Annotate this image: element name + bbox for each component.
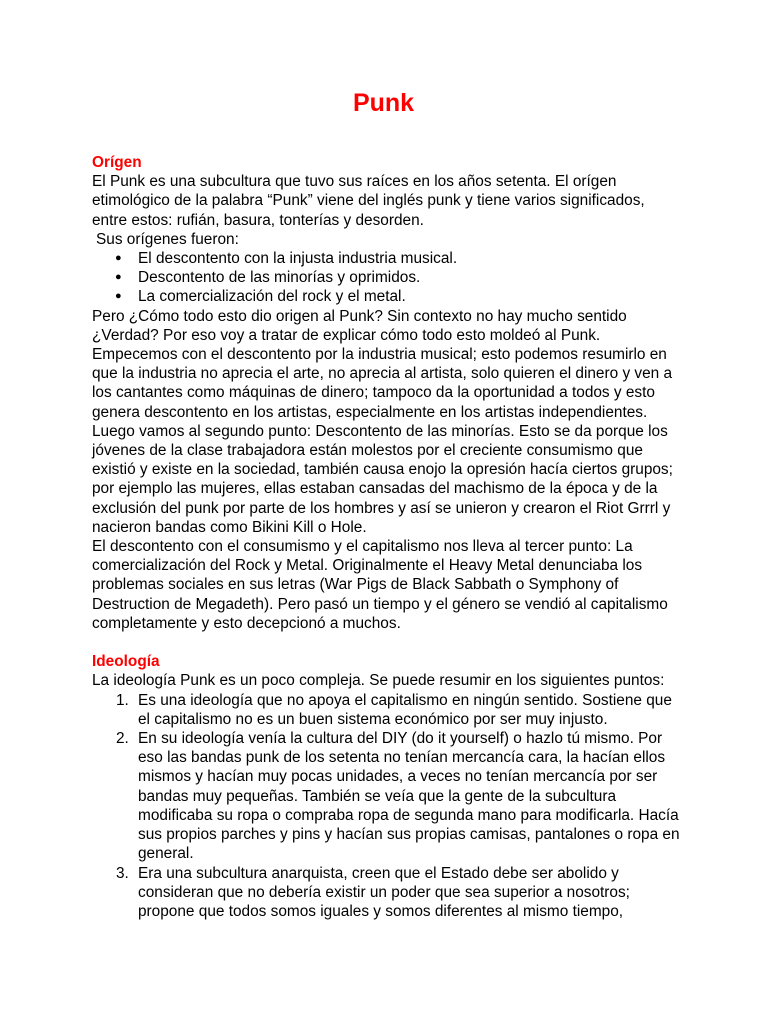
- page-title: Punk: [352, 89, 415, 117]
- origen-paragraph: Luego vamos al segundo punto: Descontento de las minorías. Esto se da porque los jóvenes de la clase trabajadora están molestos por el creciente consumismo que existió y existe en la sociedad, también causa enojo la opresión hacía ciertos grupos; por ejemplo las mujeres, ellas estaban cansadas del machismo de la época y de la exclusión del punk por parte de los hombres y así se unieron y crearon el Riot Grrrl y nacieron bandas como Bikini Kill o Hole.: [92, 422, 673, 536]
- ideologia-numbered-list: [92, 691, 682, 921]
- origen-bullet-list: [92, 249, 682, 307]
- origen-paragraph: Empecemos con el descontento por la industria musical; esto podemos resumirlo en que la industria no aprecia el arte, no aprecia al artista, solo quieren el dinero y ven a los cantantes como máquinas de dinero; tampoco da la oportunidad a todos y esto genera descontento en los artistas, especialmente en los artistas independientes.: [92, 346, 673, 421]
- document-body: [92, 153, 682, 921]
- list-number: 3.: [116, 864, 129, 882]
- list-item-text: Era una subcultura anarquista, creen que el Estado debe ser abolido y consideran que no debería existir un poder que sea superior a nosotros; propone que todos somos iguales y somos diferentes al mismo tiempo,: [138, 864, 630, 920]
- list-number: 1.: [116, 691, 129, 709]
- section-heading-origen: Orígen: [92, 154, 142, 171]
- list-item-text: Es una ideología que no apoya el capitalismo en ningún sentido. Sostiene que el capitalismo no es un buen sistema económico por ser muy injusto.: [138, 691, 672, 728]
- list-item: ● La comercialización del rock y el metal.: [92, 287, 682, 306]
- list-item: ● Descontento de las minorías y oprimidos.: [92, 268, 682, 287]
- spacer: [92, 633, 682, 652]
- origen-paragraph: El descontento con el consumismo y el capitalismo nos lleva al tercer punto: La comercialización del Rock y Metal. Originalmente el Heavy Metal denunciaba los problemas sociales en sus letras (War Pigs de Black Sabbath o Symphony of Destruction de Megadeth). Pero pasó un tiempo y el género se vendió al capitalismo completamente y esto decepcionó a muchos.: [92, 538, 668, 632]
- list-item: [92, 864, 682, 922]
- list-item: ● El descontento con la injusta industria musical.: [92, 249, 682, 268]
- list-item-text: En su ideología venía la cultura del DIY (do it yourself) o hazlo tú mismo. Por eso las bandas punk de los setenta no tenían mercancía cara, la hacían ellos mismos y hacían muy pocas unidades, a veces no tenían mercancía por ser bandas muy pequeñas. También se veía que la gente de la subcultura modificaba su ropa o compraba ropa de segunda mano para modificarla. Hacía sus propios parches y pins y hacían sus propias camisas, pantalones o ropa en general.: [138, 730, 680, 863]
- list-item: [92, 729, 682, 863]
- section-heading-ideologia: Ideología: [92, 653, 160, 671]
- origen-intro: El Punk es una subcultura que tuvo sus raíces en los años setenta. El orígen etimológico de la palabra “Punk” viene del inglés punk y tiene varios significados, entre estos: rufián, basura, tonterías y desorden.: [92, 173, 645, 229]
- ideologia-intro: La ideología Punk es un poco compleja. Se puede resumir en los siguientes puntos:: [92, 672, 665, 690]
- origen-paragraph: Pero ¿Cómo todo esto dio origen al Punk? Sin contexto no hay mucho sentido ¿Verdad? Por eso voy a tratar de explicar cómo todo esto moldeó al Punk.: [92, 307, 627, 344]
- list-number: 2.: [116, 730, 129, 748]
- list-item: [92, 691, 682, 729]
- origen-sources-label: Sus orígenes fueron:: [96, 230, 239, 248]
